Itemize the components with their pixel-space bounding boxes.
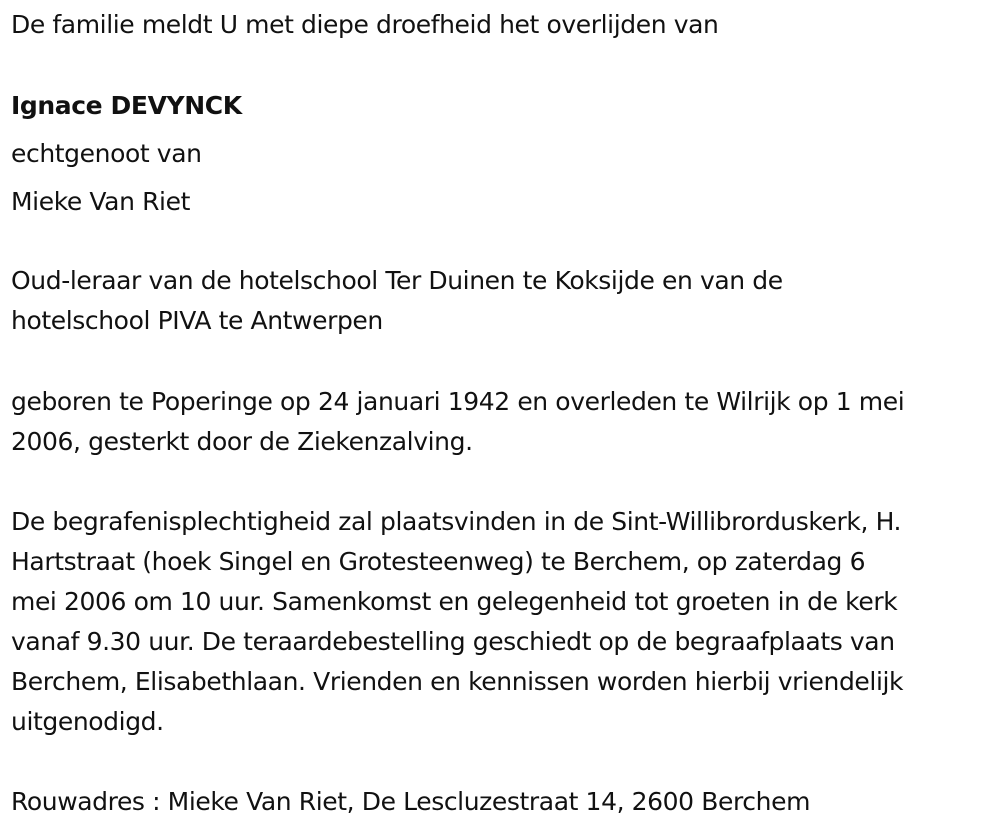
funeral-line-3: mei 2006 om 10 uur. Samenkomst en gelegenheid tot groeten in de kerk [11,587,898,616]
intro-text: De familie meldt U met diepe droefheid het overlijden van [11,10,719,39]
funeral-line-1: De begrafenisplechtigheid zal plaatsvinden in de Sint-Willibrorduskerk, H. [11,507,902,536]
occupation-line-2: hotelschool PIVA te Antwerpen [11,306,383,335]
funeral-line-2: Hartstraat (hoek Singel en Grotesteenweg) te Berchem, op zaterdag 6 [11,547,866,576]
occupation-line-1: Oud-leraar van de hotelschool Ter Duinen te Koksijde en van de [11,266,783,295]
deceased-name: Ignace DEVYNCK [11,91,242,120]
birth-death-line-2: 2006, gesterkt door de Ziekenzalving. [11,427,473,456]
funeral-line-4: vanaf 9.30 uur. De teraardebestelling geschiedt op de begraafplaats van [11,627,895,656]
mourning-address: Rouwadres : Mieke Van Riet, De Lescluzestraat 14, 2600 Berchem [11,787,811,816]
funeral-line-6: uitgenodigd. [11,707,164,736]
relation-label: echtgenoot van [11,139,202,168]
spouse-name: Mieke Van Riet [11,187,190,216]
funeral-line-5: Berchem, Elisabethlaan. Vrienden en kennissen worden hierbij vriendelijk [11,667,904,696]
birth-death-line-1: geboren te Poperinge op 24 januari 1942 en overleden te Wilrijk op 1 mei [11,387,905,416]
